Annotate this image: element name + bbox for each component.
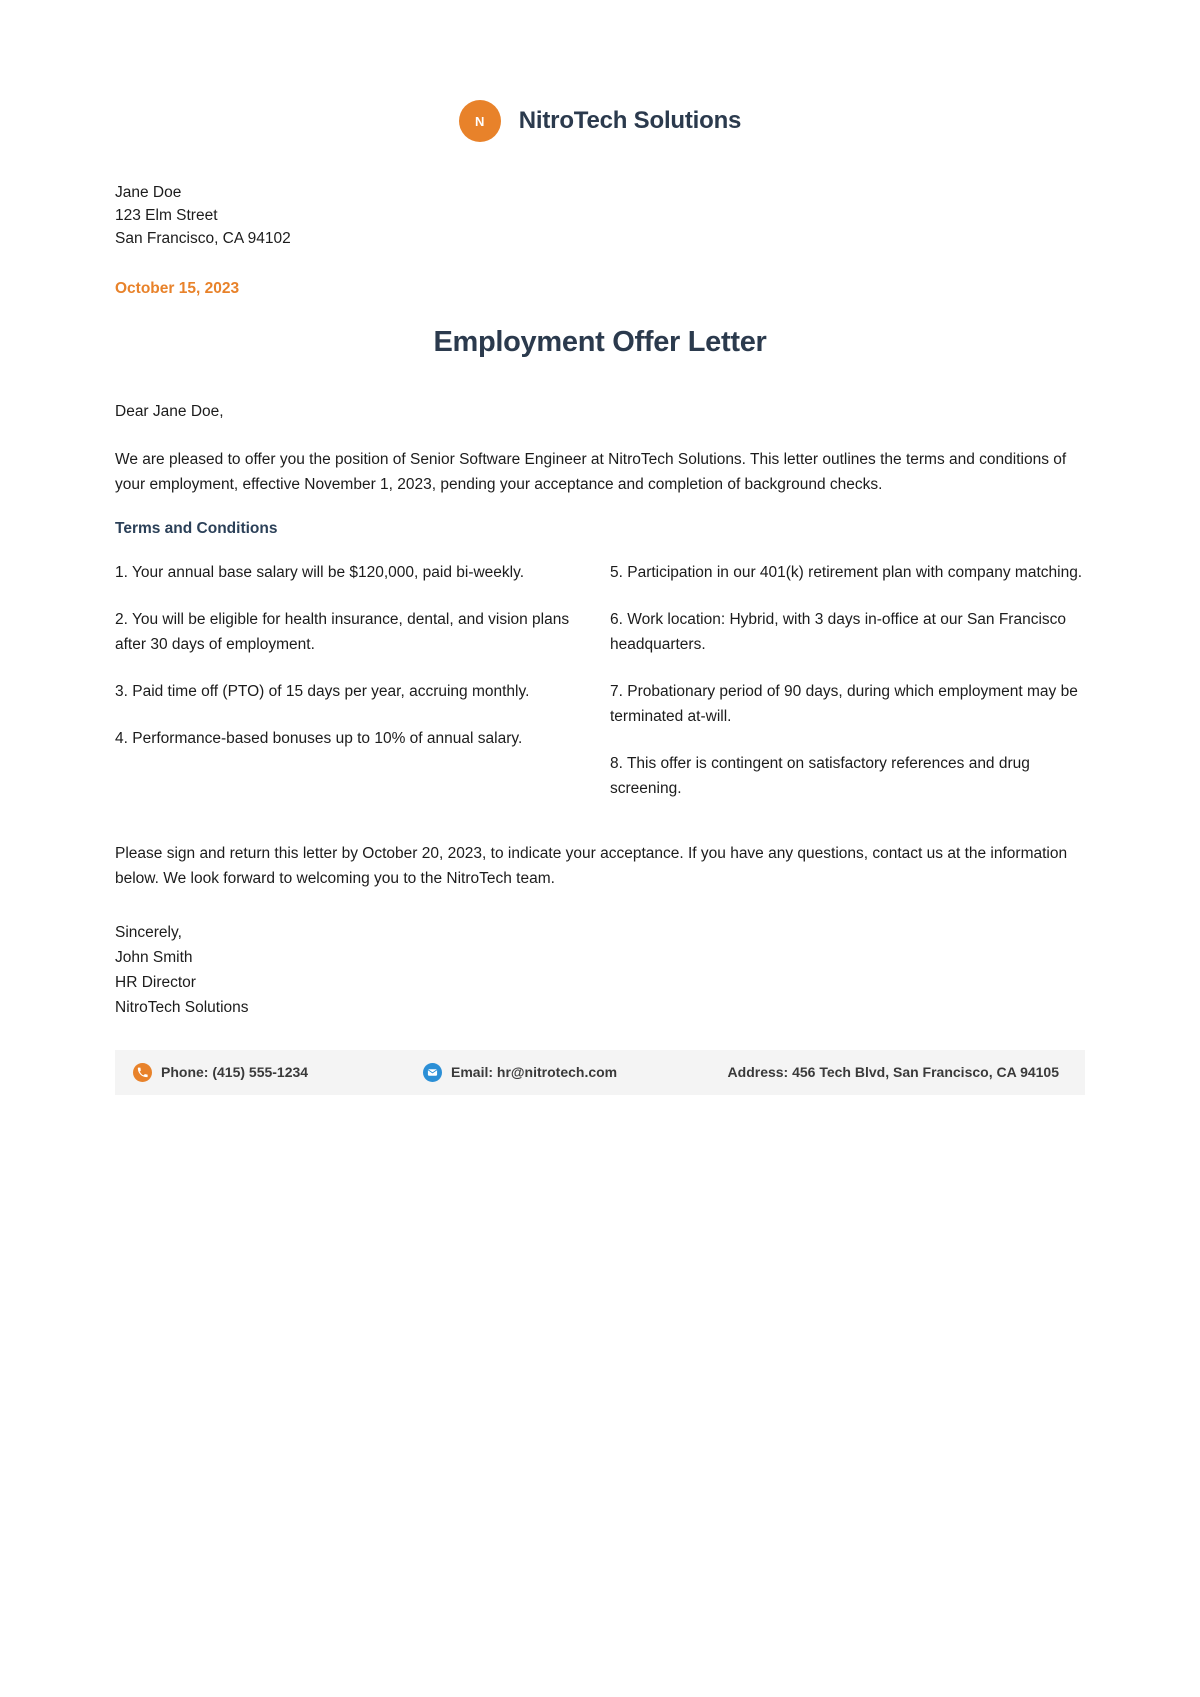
letter-content [115,0,1085,1095]
contact-phone-label: Phone: (415) 555-1234 [161,1064,309,1081]
recipient-address-block [115,182,1085,250]
term-item: 5. Participation in our 401(k) retirement plan with company matching. [610,563,1083,581]
signature-block [115,920,1085,1020]
contact-email-label: Email: hr@nitrotech.com [451,1064,618,1081]
signature-closing: Sincerely, [115,923,182,941]
company-name: NitroTech Solutions [518,107,742,134]
recipient-name: Jane Doe [115,184,182,201]
term-item: 8. This offer is contingent on satisfactory references and drug screening. [610,755,1030,798]
page-title: Employment Offer Letter [433,326,767,359]
term-item: 3. Paid time off (PTO) of 15 days per year, accruing monthly. [115,682,530,700]
terms-section-heading: Terms and Conditions [115,519,278,537]
contact-address [713,1064,1067,1080]
letter-date: October 15, 2023 [115,280,240,298]
signature-company: NitroTech Solutions [115,998,249,1016]
recipient-street: 123 Elm Street [115,206,218,224]
term-item: 1. Your annual base salary will be $120,000, paid bi-weekly. [115,563,525,581]
contact-phone [133,1063,423,1082]
closing-paragraph: Please sign and return this letter by October 20, 2023, to indicate your acceptance. If you have any questions, contact us at the information below. We look forward to welcoming you to the NitroTech team. [115,845,1068,888]
phone-icon [133,1063,152,1082]
terms-grid [115,560,1085,802]
contact-address-label: Address: 456 Tech Blvd, San Francisco, CA 94105 [727,1064,1059,1081]
envelope-icon [423,1063,442,1082]
recipient-city-state-zip: San Francisco, CA 94102 [115,229,291,247]
terms-column-right [610,560,1085,802]
term-item: 6. Work location: Hybrid, with 3 days in-office at our San Francisco headquarters. [610,610,1067,653]
intro-paragraph: We are pleased to offer you the position of Senior Software Engineer at NitroTech Solutions. This letter outlines the terms and conditions of your employment, effective November 1, 2023, pending your acceptance and completion of background checks. [115,451,1067,494]
brand-header [115,100,1085,142]
terms-column-left [115,560,590,802]
term-item: 4. Performance-based bonuses up to 10% of annual salary. [115,730,523,747]
term-item: 2. You will be eligible for health insurance, dental, and vision plans after 30 days of employment. [115,610,570,653]
contact-email [423,1063,713,1082]
salutation: Dear Jane Doe, [115,403,224,421]
contact-footer-bar [115,1050,1085,1095]
brand-monogram-icon: N [459,100,501,142]
term-item: 7. Probationary period of 90 days, during which employment may be terminated at-will. [610,682,1078,725]
signature-name: John Smith [115,948,193,966]
signature-job-title: HR Director [115,973,196,991]
